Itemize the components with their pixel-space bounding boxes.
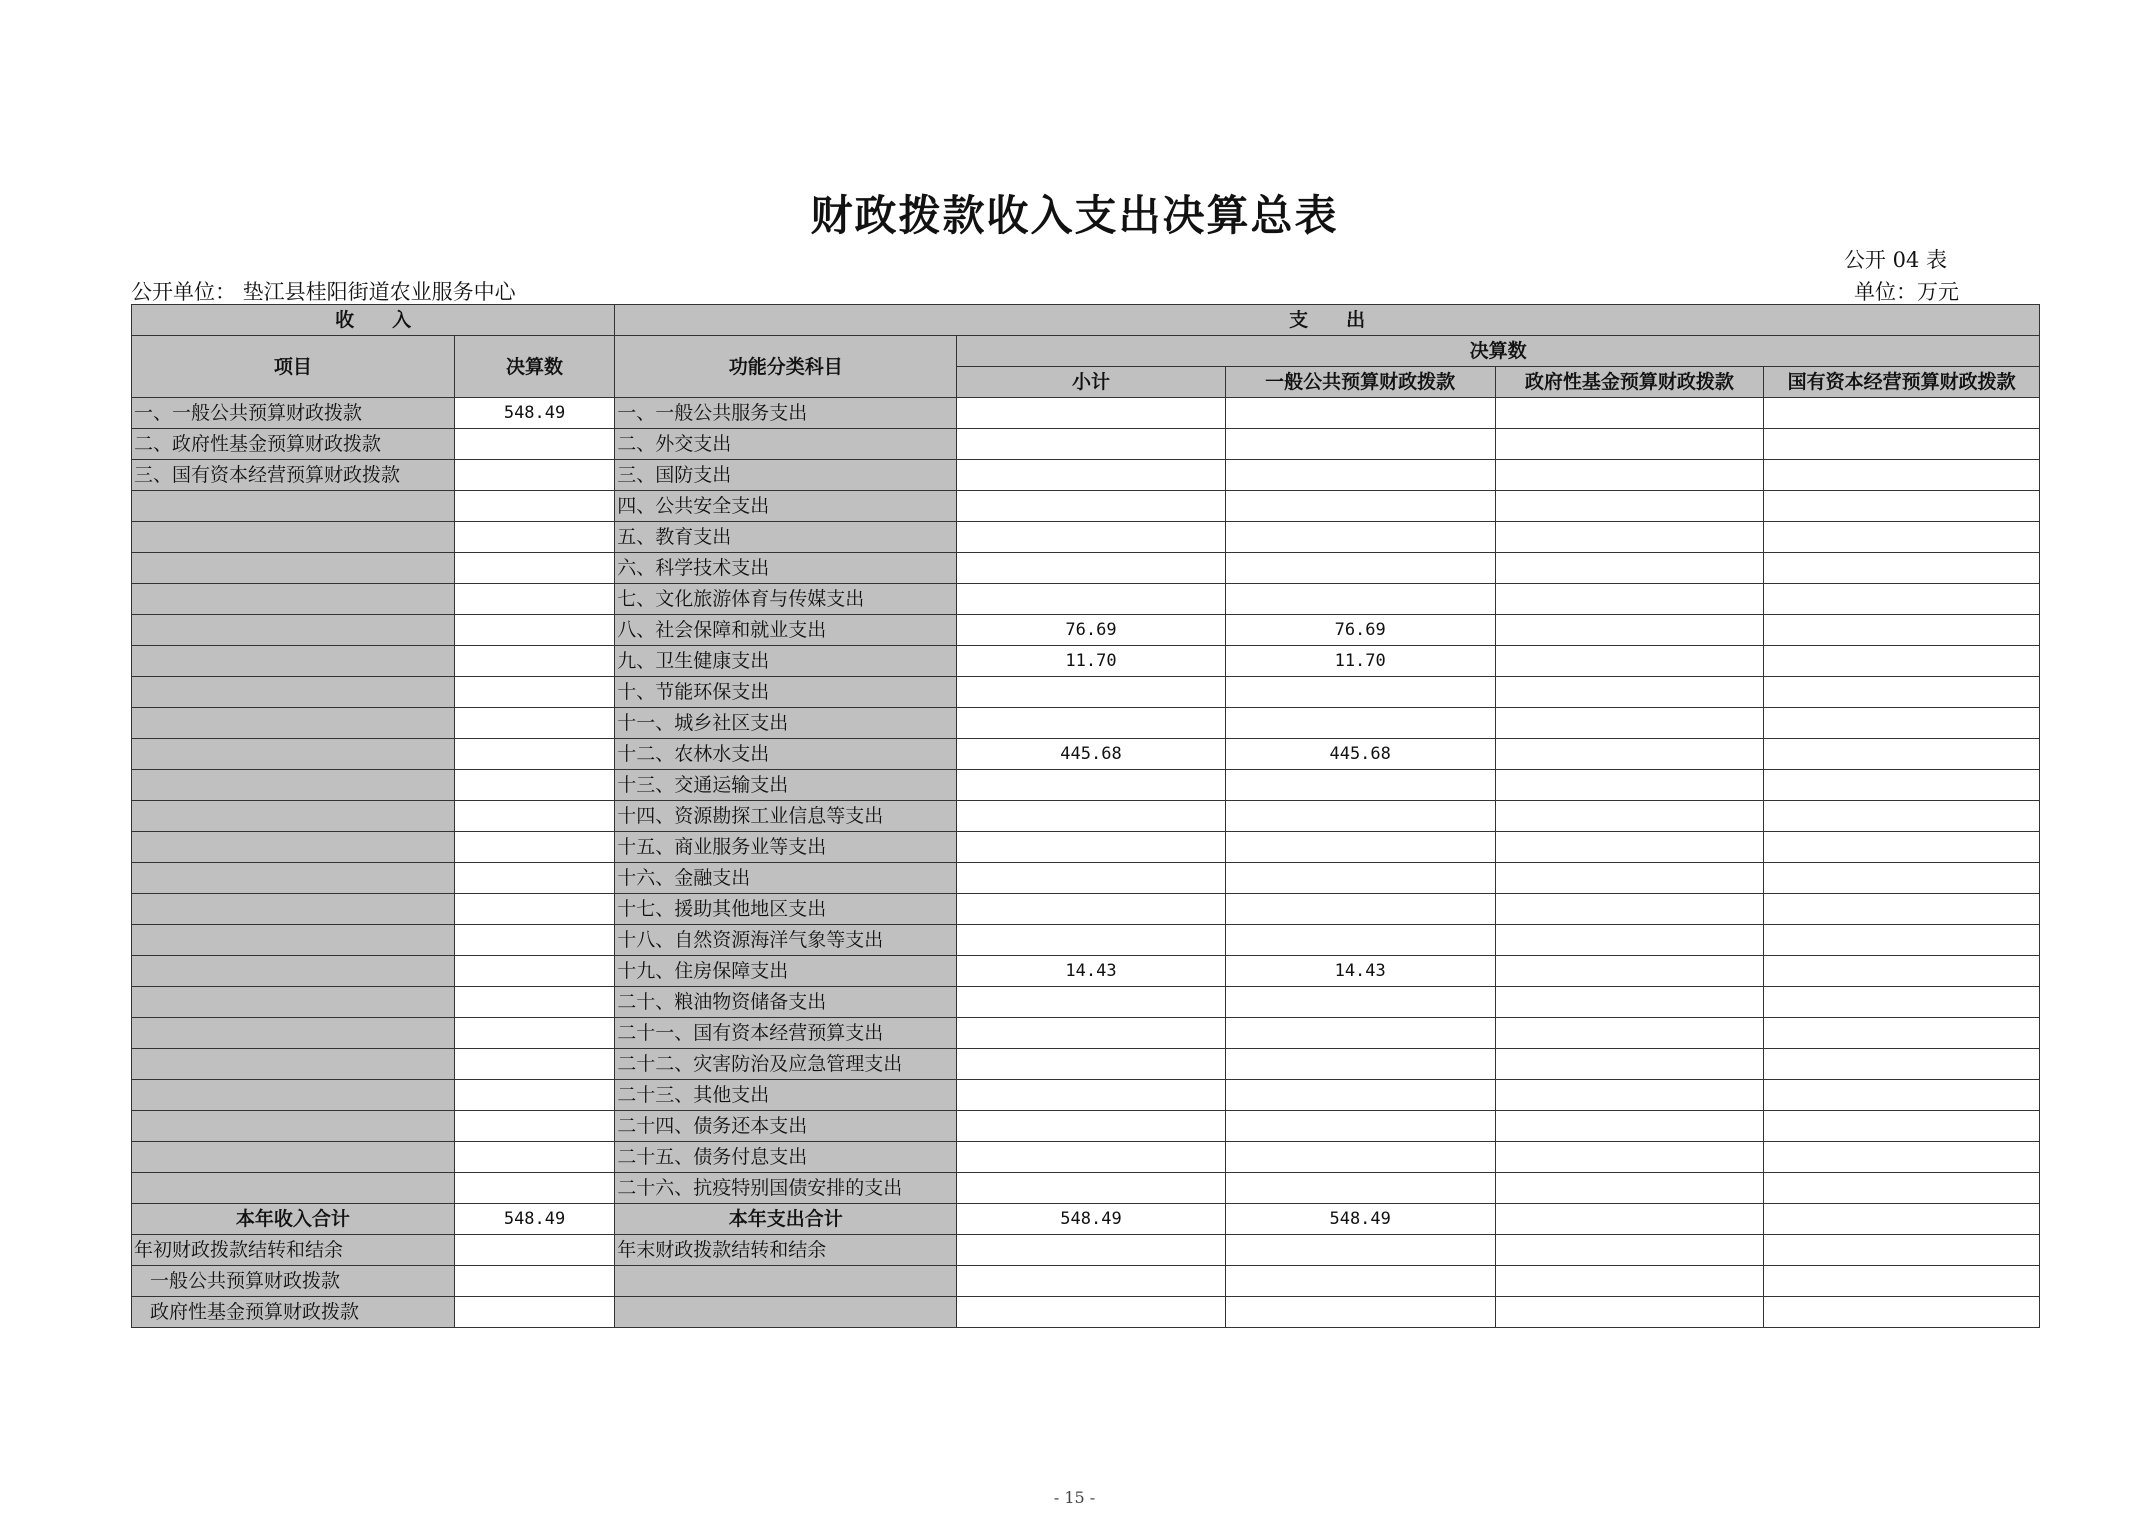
income-item-cell	[132, 553, 455, 584]
general-budget-cell	[1225, 429, 1495, 460]
general-budget-cell	[1225, 832, 1495, 863]
carryover-income-amount	[454, 1266, 614, 1297]
subtotal-cell	[957, 460, 1226, 491]
gov-fund-cell	[1495, 1173, 1764, 1204]
carryover-subtotal	[957, 1266, 1226, 1297]
gov-fund-cell	[1495, 956, 1764, 987]
subtotal-cell	[957, 894, 1226, 925]
expense-subject-cell: 十一、城乡社区支出	[615, 708, 957, 739]
income-amount-cell	[454, 1018, 614, 1049]
expense-total-fund	[1495, 1204, 1764, 1235]
income-item-cell	[132, 1080, 455, 1111]
expense-subject-cell: 十七、援助其他地区支出	[615, 894, 957, 925]
income-total-amount: 548.49	[454, 1204, 614, 1235]
carryover-fund	[1495, 1266, 1764, 1297]
table-row	[132, 987, 2040, 1018]
totals-row	[132, 1204, 2040, 1235]
unit-info-row	[131, 276, 1959, 304]
table-row	[132, 429, 2040, 460]
gov-fund-cell	[1495, 801, 1764, 832]
state-capital-header: 国有资本经营预算财政拨款	[1764, 367, 2040, 398]
table-row	[132, 1018, 2040, 1049]
income-item-cell	[132, 615, 455, 646]
expense-total-general: 548.49	[1225, 1204, 1495, 1235]
income-item-cell	[132, 646, 455, 677]
carryover-row	[132, 1235, 2040, 1266]
gov-fund-cell	[1495, 1142, 1764, 1173]
subtotal-cell	[957, 832, 1226, 863]
gov-fund-cell	[1495, 925, 1764, 956]
carryover-general	[1225, 1235, 1495, 1266]
gov-fund-cell	[1495, 677, 1764, 708]
subtotal-cell: 14.43	[957, 956, 1226, 987]
subtotal-cell	[957, 677, 1226, 708]
general-budget-cell	[1225, 1080, 1495, 1111]
general-budget-cell	[1225, 925, 1495, 956]
general-budget-cell	[1225, 1142, 1495, 1173]
page-title: 财政拨款收入支出决算总表	[810, 191, 1339, 240]
gov-fund-cell	[1495, 398, 1764, 429]
table-row	[132, 1173, 2040, 1204]
gov-fund-cell	[1495, 770, 1764, 801]
income-amount-cell	[454, 584, 614, 615]
general-budget-cell: 14.43	[1225, 956, 1495, 987]
table-row	[132, 739, 2040, 770]
finance-table	[131, 304, 2040, 1328]
gov-fund-cell	[1495, 894, 1764, 925]
income-amount-cell: 548.49	[454, 398, 614, 429]
expense-subject-cell: 十八、自然资源海洋气象等支出	[615, 925, 957, 956]
income-item-cell	[132, 677, 455, 708]
state-capital-cell	[1764, 1142, 2040, 1173]
header-row-1	[132, 305, 2040, 336]
income-amount-cell	[454, 553, 614, 584]
state-capital-cell	[1764, 1049, 2040, 1080]
income-item-cell: 一、一般公共预算财政拨款	[132, 398, 455, 429]
general-budget-cell	[1225, 894, 1495, 925]
state-capital-cell	[1764, 491, 2040, 522]
income-amount-cell	[454, 956, 614, 987]
carryover-row	[132, 1297, 2040, 1328]
state-capital-cell	[1764, 522, 2040, 553]
income-amount-cell	[454, 1173, 614, 1204]
func-subject-header: 功能分类科目	[615, 336, 957, 398]
expense-subject-cell: 十九、住房保障支出	[615, 956, 957, 987]
expense-total-capital	[1764, 1204, 2040, 1235]
income-item-cell	[132, 491, 455, 522]
income-amount-cell	[454, 677, 614, 708]
gov-fund-cell	[1495, 1018, 1764, 1049]
subtotal-cell: 11.70	[957, 646, 1226, 677]
gov-fund-cell	[1495, 1049, 1764, 1080]
income-amount-cell	[454, 1049, 614, 1080]
table-row	[132, 801, 2040, 832]
income-item-cell	[132, 708, 455, 739]
table-row	[132, 615, 2040, 646]
table-row	[132, 1049, 2040, 1080]
state-capital-cell	[1764, 739, 2040, 770]
state-capital-cell	[1764, 584, 2040, 615]
general-budget-cell: 76.69	[1225, 615, 1495, 646]
subtotal-cell	[957, 1080, 1226, 1111]
subtotal-cell	[957, 1111, 1226, 1142]
expense-subject-cell: 十二、农林水支出	[615, 739, 957, 770]
income-amount-cell	[454, 460, 614, 491]
general-budget-cell	[1225, 677, 1495, 708]
expense-total-label: 本年支出合计	[615, 1204, 957, 1235]
general-budget-header: 一般公共预算财政拨款	[1225, 367, 1495, 398]
income-amount-cell	[454, 863, 614, 894]
state-capital-cell	[1764, 460, 2040, 491]
expense-subject-cell: 二十、粮油物资储备支出	[615, 987, 957, 1018]
state-capital-cell	[1764, 832, 2040, 863]
income-item-cell	[132, 584, 455, 615]
carryover-income-amount	[454, 1235, 614, 1266]
table-number: 公开 04 表	[1843, 248, 1947, 272]
table-row	[132, 553, 2040, 584]
subtotal-cell	[957, 925, 1226, 956]
income-item-cell	[132, 1018, 455, 1049]
currency-unit: 单位：万元	[1854, 280, 1959, 304]
final-amount-header: 决算数	[454, 336, 614, 398]
income-amount-cell	[454, 708, 614, 739]
carryover-expense-item	[615, 1297, 957, 1328]
carryover-income-item: 政府性基金预算财政拨款	[132, 1297, 455, 1328]
expense-subject-cell: 二十五、债务付息支出	[615, 1142, 957, 1173]
income-header: 收 入	[132, 305, 615, 336]
state-capital-cell	[1764, 1111, 2040, 1142]
subtotal-cell	[957, 1049, 1226, 1080]
general-budget-cell	[1225, 987, 1495, 1018]
subtotal-cell	[957, 491, 1226, 522]
gov-fund-cell	[1495, 553, 1764, 584]
income-amount-cell	[454, 987, 614, 1018]
general-budget-cell	[1225, 584, 1495, 615]
expense-subject-cell: 二、外交支出	[615, 429, 957, 460]
income-amount-cell	[454, 739, 614, 770]
expense-subject-cell: 十、节能环保支出	[615, 677, 957, 708]
subtotal-cell	[957, 1142, 1226, 1173]
page-number: - 15 -	[1053, 1488, 1096, 1507]
table-row	[132, 925, 2040, 956]
income-amount-cell	[454, 894, 614, 925]
income-item-cell	[132, 770, 455, 801]
subtotal-cell	[957, 801, 1226, 832]
table-row	[132, 894, 2040, 925]
income-amount-cell	[454, 770, 614, 801]
table-row	[132, 956, 2040, 987]
expense-subject-cell: 二十三、其他支出	[615, 1080, 957, 1111]
state-capital-cell	[1764, 429, 2040, 460]
state-capital-cell	[1764, 398, 2040, 429]
income-amount-cell	[454, 491, 614, 522]
header-row-2	[132, 336, 2040, 367]
income-item-cell	[132, 863, 455, 894]
income-amount-cell	[454, 1142, 614, 1173]
expense-subject-cell: 六、科学技术支出	[615, 553, 957, 584]
carryover-income-item: 年初财政拨款结转和结余	[132, 1235, 455, 1266]
income-item-cell	[132, 956, 455, 987]
state-capital-cell	[1764, 708, 2040, 739]
income-amount-cell	[454, 925, 614, 956]
state-capital-cell	[1764, 987, 2040, 1018]
carryover-general	[1225, 1266, 1495, 1297]
table-row	[132, 1111, 2040, 1142]
general-budget-cell	[1225, 491, 1495, 522]
carryover-capital	[1764, 1235, 2040, 1266]
expense-subject-cell: 二十四、债务还本支出	[615, 1111, 957, 1142]
income-amount-cell	[454, 832, 614, 863]
subtotal-cell	[957, 1173, 1226, 1204]
carryover-capital	[1764, 1266, 2040, 1297]
table-row	[132, 770, 2040, 801]
general-budget-cell	[1225, 553, 1495, 584]
general-budget-cell	[1225, 1018, 1495, 1049]
expense-subject-cell: 八、社会保障和就业支出	[615, 615, 957, 646]
table-row	[132, 1142, 2040, 1173]
income-amount-cell	[454, 1111, 614, 1142]
state-capital-cell	[1764, 1173, 2040, 1204]
table-row	[132, 832, 2040, 863]
table-row	[132, 646, 2040, 677]
state-capital-cell	[1764, 646, 2040, 677]
gov-fund-cell	[1495, 832, 1764, 863]
income-amount-cell	[454, 615, 614, 646]
state-capital-cell	[1764, 1018, 2040, 1049]
item-header: 项目	[132, 336, 455, 398]
table-row	[132, 863, 2040, 894]
income-amount-cell	[454, 801, 614, 832]
carryover-general	[1225, 1297, 1495, 1328]
gov-fund-cell	[1495, 522, 1764, 553]
expense-subject-cell: 十五、商业服务业等支出	[615, 832, 957, 863]
subtotal-cell	[957, 398, 1226, 429]
expense-subject-cell: 五、教育支出	[615, 522, 957, 553]
expense-subject-cell: 七、文化旅游体育与传媒支出	[615, 584, 957, 615]
income-item-cell	[132, 925, 455, 956]
gov-fund-header: 政府性基金预算财政拨款	[1495, 367, 1764, 398]
carryover-income-item: 一般公共预算财政拨款	[132, 1266, 455, 1297]
table-row	[132, 398, 2040, 429]
carryover-expense-item	[615, 1266, 957, 1297]
carryover-subtotal	[957, 1235, 1226, 1266]
expense-subject-cell: 二十一、国有资本经营预算支出	[615, 1018, 957, 1049]
gov-fund-cell	[1495, 987, 1764, 1018]
general-budget-cell	[1225, 398, 1495, 429]
general-budget-cell: 445.68	[1225, 739, 1495, 770]
gov-fund-cell	[1495, 863, 1764, 894]
gov-fund-cell	[1495, 491, 1764, 522]
expense-subject-cell: 十三、交通运输支出	[615, 770, 957, 801]
subtotal-cell: 445.68	[957, 739, 1226, 770]
subtotal-cell	[957, 1018, 1226, 1049]
income-item-cell	[132, 1049, 455, 1080]
state-capital-cell	[1764, 553, 2040, 584]
income-item-cell: 三、国有资本经营预算财政拨款	[132, 460, 455, 491]
table-row	[132, 522, 2040, 553]
gov-fund-cell	[1495, 1080, 1764, 1111]
carryover-row	[132, 1266, 2040, 1297]
subtotal-cell	[957, 429, 1226, 460]
general-budget-cell	[1225, 770, 1495, 801]
state-capital-cell	[1764, 615, 2040, 646]
income-amount-cell	[454, 522, 614, 553]
general-budget-cell	[1225, 522, 1495, 553]
publishing-unit: 公开单位： 垫江县桂阳街道农业服务中心	[131, 280, 516, 304]
expense-subject-cell: 四、公共安全支出	[615, 491, 957, 522]
general-budget-cell	[1225, 801, 1495, 832]
expense-subject-cell: 一、一般公共服务支出	[615, 398, 957, 429]
gov-fund-cell	[1495, 739, 1764, 770]
expense-subject-cell: 二十六、抗疫特别国债安排的支出	[615, 1173, 957, 1204]
expense-total-subtotal: 548.49	[957, 1204, 1226, 1235]
carryover-income-amount	[454, 1297, 614, 1328]
table-row	[132, 708, 2040, 739]
expense-subject-cell: 九、卫生健康支出	[615, 646, 957, 677]
state-capital-cell	[1764, 1080, 2040, 1111]
income-item-cell	[132, 522, 455, 553]
carryover-expense-item: 年末财政拨款结转和结余	[615, 1235, 957, 1266]
gov-fund-cell	[1495, 646, 1764, 677]
general-budget-cell	[1225, 1111, 1495, 1142]
carryover-subtotal	[957, 1297, 1226, 1328]
subtotal-cell: 76.69	[957, 615, 1226, 646]
income-item-cell	[132, 1142, 455, 1173]
subtotal-cell	[957, 553, 1226, 584]
final-amount-group-header: 决算数	[957, 336, 2040, 367]
general-budget-cell	[1225, 708, 1495, 739]
expense-subject-cell: 三、国防支出	[615, 460, 957, 491]
carryover-capital	[1764, 1297, 2040, 1328]
state-capital-cell	[1764, 801, 2040, 832]
gov-fund-cell	[1495, 615, 1764, 646]
income-amount-cell	[454, 1080, 614, 1111]
general-budget-cell	[1225, 1173, 1495, 1204]
income-item-cell	[132, 1111, 455, 1142]
gov-fund-cell	[1495, 460, 1764, 491]
gov-fund-cell	[1495, 584, 1764, 615]
income-item-cell	[132, 987, 455, 1018]
general-budget-cell	[1225, 863, 1495, 894]
income-item-cell	[132, 739, 455, 770]
table-row	[132, 584, 2040, 615]
expense-subject-cell: 十四、资源勘探工业信息等支出	[615, 801, 957, 832]
income-item-cell	[132, 894, 455, 925]
income-amount-cell	[454, 429, 614, 460]
expense-header: 支 出	[615, 305, 2040, 336]
subtotal-cell	[957, 522, 1226, 553]
state-capital-cell	[1764, 677, 2040, 708]
gov-fund-cell	[1495, 1111, 1764, 1142]
carryover-fund	[1495, 1235, 1764, 1266]
carryover-fund	[1495, 1297, 1764, 1328]
subtotal-cell	[957, 584, 1226, 615]
gov-fund-cell	[1495, 429, 1764, 460]
income-item-cell	[132, 801, 455, 832]
gov-fund-cell	[1495, 708, 1764, 739]
income-item-cell	[132, 832, 455, 863]
income-amount-cell	[454, 646, 614, 677]
general-budget-cell: 11.70	[1225, 646, 1495, 677]
expense-subject-cell: 十六、金融支出	[615, 863, 957, 894]
subtotal-cell	[957, 770, 1226, 801]
general-budget-cell	[1225, 1049, 1495, 1080]
state-capital-cell	[1764, 863, 2040, 894]
subtotal-header: 小计	[957, 367, 1226, 398]
income-total-label: 本年收入合计	[132, 1204, 455, 1235]
table-row	[132, 1080, 2040, 1111]
state-capital-cell	[1764, 770, 2040, 801]
subtotal-cell	[957, 863, 1226, 894]
table-row	[132, 677, 2040, 708]
state-capital-cell	[1764, 925, 2040, 956]
expense-subject-cell: 二十二、灾害防治及应急管理支出	[615, 1049, 957, 1080]
general-budget-cell	[1225, 460, 1495, 491]
subtotal-cell	[957, 987, 1226, 1018]
table-row	[132, 460, 2040, 491]
income-item-cell	[132, 1173, 455, 1204]
state-capital-cell	[1764, 956, 2040, 987]
income-item-cell: 二、政府性基金预算财政拨款	[132, 429, 455, 460]
state-capital-cell	[1764, 894, 2040, 925]
table-row	[132, 491, 2040, 522]
subtotal-cell	[957, 708, 1226, 739]
